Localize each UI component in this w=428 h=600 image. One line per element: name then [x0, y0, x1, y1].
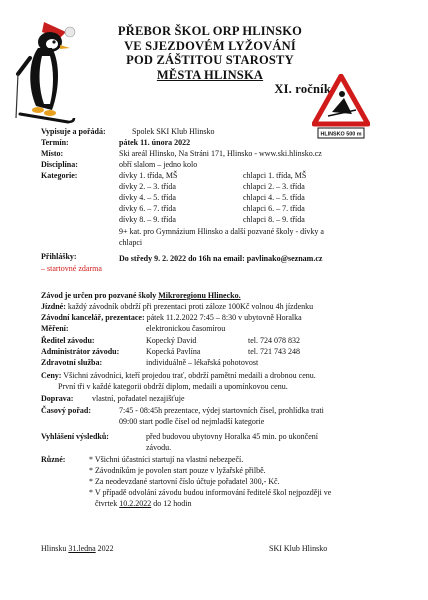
footer-date: 31.ledna — [68, 544, 96, 553]
riders-value: každý závodník obdrží při prezentaci proti záloze 100Kč volnou 4h jízdenku — [65, 302, 314, 311]
prizes-label: Ceny: — [41, 371, 62, 380]
timing-label: Měření: — [41, 324, 69, 333]
prizes-value-2: První tři v každé kategorii obdrží diplom, medaili a upomínkovou cenu. — [58, 382, 288, 391]
category-girls-5: dívky 8. – 9. třída — [119, 215, 176, 224]
riders-label: Jízdné: — [41, 302, 66, 311]
footer-place: Hlinsku — [41, 544, 69, 553]
category-boys-5: chlapci 8. – 9. třída — [243, 215, 305, 224]
misc-item-2: * Závodníkům je povolen start pouze v lyžařské přilbě. — [89, 466, 266, 475]
intro-region: Mikroregionu Hlinecko. — [158, 291, 241, 300]
penguin-skier-illustration — [14, 18, 76, 128]
results-value-2: závodu. — [146, 443, 172, 452]
categories-note-line-1: 9+ kat. pro Gymnázium Hlinsko a další pozvané školy - dívky a — [119, 227, 324, 236]
place-label: Místo: — [41, 149, 64, 158]
timing-value: elektronickou časomírou — [146, 324, 226, 333]
category-girls-3: dívky 4. – 5. třída — [119, 193, 176, 202]
results-label: Vyhlášení výsledků: — [41, 432, 109, 441]
medical-label: Zdravotní služba: — [41, 358, 103, 367]
discipline-label: Disciplína: — [41, 160, 78, 169]
title-line-2: VE SJEZDOVÉM LYŽOVÁNÍ — [124, 38, 296, 53]
riders-line — [41, 302, 313, 312]
category-boys-1: chlapci 1. třída, MŠ — [243, 171, 307, 180]
discipline-value: obří slalom – jedno kolo — [119, 160, 198, 169]
director-phone: tel. 724 078 832 — [248, 336, 300, 345]
date-label: Termín: — [41, 138, 69, 147]
category-girls-4: dívky 6. – 7. třída — [119, 204, 176, 213]
category-boys-4: chlapci 6. – 7. třída — [243, 204, 305, 213]
medical-value: individuálně – lékařská pohotovost — [146, 358, 259, 367]
misc-item-3: * Za neodevzdané startovní číslo účtuje pořadatel 300,- Kč. — [89, 477, 280, 486]
prizes-line — [41, 371, 316, 381]
admin-phone: tel. 721 743 248 — [248, 347, 300, 356]
intro-line — [41, 291, 241, 301]
warning-sign-illustration — [312, 74, 370, 142]
office-label: Závodní kancelář, prezentace: — [41, 313, 145, 322]
category-boys-2: chlapci 2. – 3. třída — [243, 182, 305, 191]
results-value-1: před budovou ubytovny Horalka 45 min. po ukončení — [146, 432, 318, 441]
entries-value: Do středy 9. 2. 2022 do 16h na email: pavlinako@seznam.cz — [119, 254, 323, 263]
office-value: pátek 11.2.2022 7:45 – 8:30 v ubytovně Horalka — [144, 313, 302, 322]
misc-last-a: čtvrtek — [95, 499, 120, 508]
admin-label: Administrátor závodu: — [41, 347, 120, 356]
category-girls-2: dívky 2. – 3. třída — [119, 182, 176, 191]
date-value: pátek 11. února 2022 — [119, 138, 191, 147]
footer-organizer: SKI Klub Hlinsko — [269, 544, 328, 553]
entries-label: Přihlášky: — [41, 252, 77, 261]
schedule-value-2: 09:00 start podle čísel od nejmladší kategorie — [119, 417, 265, 426]
categories-note-line-2: chlapci — [119, 238, 143, 247]
schedule-label: Časový pořad: — [41, 406, 92, 415]
category-girls-1: dívky 1. třída, MŠ — [119, 171, 178, 180]
footer-year: 2022 — [95, 544, 114, 553]
title-line-1: PŘEBOR ŠKOL ORP HLINSKO — [117, 24, 303, 38]
misc-last-date: 10.2.2022 — [119, 499, 152, 508]
sign-label: HLINSKO 500 m — [320, 131, 362, 138]
transport-label: Doprava: — [41, 394, 74, 403]
misc-item-4: * V případě odvolání závodu budou informování ředitelé škol nejpozději ve — [89, 488, 332, 497]
title-line-5: XI. ročník — [274, 82, 331, 96]
schedule-value-1: 7:45 - 08:45h prezentace, výdej startovních čísel, prohlídka trati — [119, 406, 324, 415]
organizer-value: Spolek SKI Klub Hlinsko — [132, 127, 215, 136]
footer-place-date — [41, 544, 114, 554]
misc-label: Různé: — [41, 455, 66, 464]
director-label: Ředitel závodu: — [41, 336, 95, 345]
director-name: Kopecký David — [146, 336, 197, 345]
categories-label: Kategorie: — [41, 171, 78, 180]
title-line-3: POD ZÁŠTITOU STAROSTY — [126, 53, 294, 67]
misc-last-c: do 12 hodin — [151, 499, 192, 508]
prizes-value-1: Všichni závodníci, kteří projedou trať, obdrží pamětní medaili a drobnou cenu. — [61, 371, 316, 380]
misc-item-1: * Všichni účastníci startují na vlastní nebezpečí. — [89, 455, 244, 464]
admin-name: Kopecká Pavlína — [146, 347, 201, 356]
category-boys-3: chlapci 4. – 5. třída — [243, 193, 305, 202]
document-title — [85, 24, 335, 97]
place-value: Ski areál Hlinsko, Na Stráni 171, Hlinsko - www.ski.hlinsko.cz — [119, 149, 322, 158]
entries-note: – startovné zdarma — [41, 264, 102, 273]
intro-text: Závod je určen pro pozvané školy — [41, 291, 159, 300]
office-line — [41, 313, 302, 323]
organizer-label: Vypisuje a pořádá: — [41, 127, 106, 136]
misc-item-4-continued — [95, 499, 191, 509]
title-line-4: MĚSTA HLINSKA — [156, 67, 264, 82]
transport-value: vlastní, pořadatel nezajišťuje — [92, 394, 185, 403]
